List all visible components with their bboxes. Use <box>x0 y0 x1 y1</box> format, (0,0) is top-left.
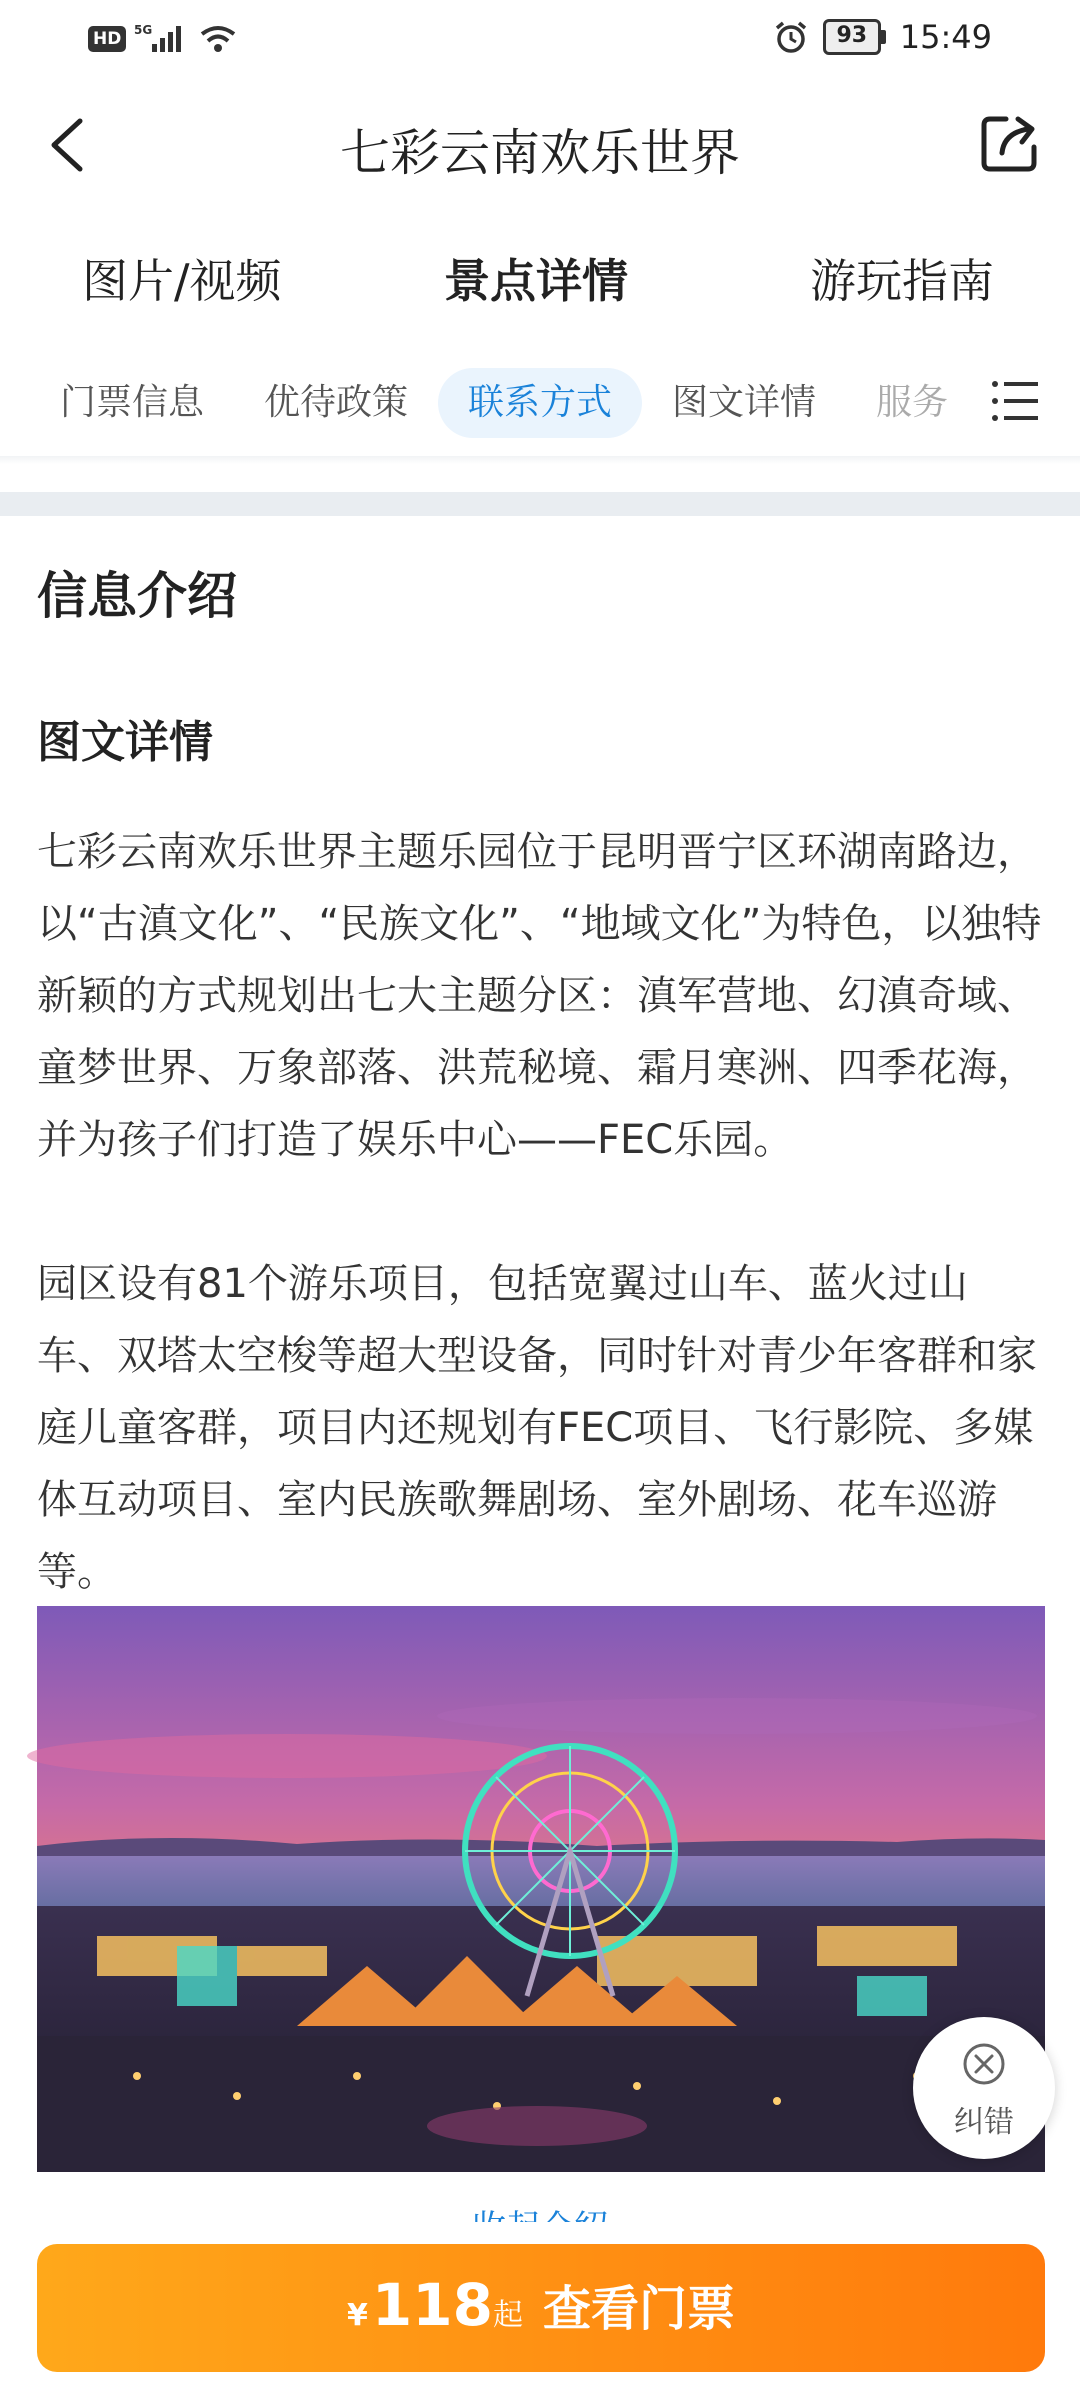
view-tickets-label: 查看门票 <box>542 2281 735 2337</box>
tab-attraction-details[interactable] <box>444 245 628 311</box>
collapse-intro-link[interactable] <box>0 2200 1080 2222</box>
page-title: 七彩云南欢乐世界 <box>340 124 740 182</box>
tab-photos-videos[interactable] <box>82 245 282 311</box>
subsection-title: 图文详情 <box>37 717 213 768</box>
nav-bar <box>0 85 1080 205</box>
subtab-photo-details[interactable]: 图文详情 <box>672 382 817 423</box>
status-right <box>773 18 992 56</box>
network-type: 5G <box>134 23 153 37</box>
cellular-signal-icon <box>134 22 190 56</box>
subtab-discount-policy[interactable]: 优待政策 <box>264 382 409 423</box>
park-night-image <box>37 1606 1045 2172</box>
tab-play-guide[interactable] <box>810 245 994 311</box>
clock: 15:49 <box>899 18 992 56</box>
currency-symbol: ¥ <box>347 2298 368 2333</box>
tab-label: 图片/视频 <box>82 254 282 308</box>
price-suffix: 起 <box>492 2298 523 2333</box>
status-bar <box>0 0 1080 80</box>
bottom-bar <box>0 2222 1080 2400</box>
subtab-contact[interactable]: 联系方式 <box>438 368 642 438</box>
view-tickets-button[interactable] <box>37 2244 1045 2372</box>
close-circle-icon <box>961 2041 1007 2087</box>
report-error-label: 纠错 <box>954 2105 1014 2140</box>
section-title: 信息介绍 <box>37 567 237 625</box>
subtab-services[interactable]: 服务 <box>876 382 949 423</box>
status-left <box>88 22 238 56</box>
report-error-button[interactable] <box>913 2017 1055 2159</box>
battery-indicator <box>823 19 886 55</box>
intro-paragraph-1: 七彩云南欢乐世界主题乐园位于昆明晋宁区环湖南路边，以“古滇文化”、“民族文化”、“地域文化”为特色，以独特新颖的方式规划出七大主题分区：滇军营地、幻滇奇域、童梦世界、万象部落、洪荒秘境、霜月寒洲、四季花海，并为孩子们打造了娱乐中心——FEC乐园。 <box>37 829 1042 1163</box>
sub-tabs <box>0 362 1080 442</box>
battery-cap <box>881 30 886 44</box>
share-button[interactable] <box>976 109 1044 177</box>
battery-level: 93 <box>823 19 881 55</box>
tab-label: 游玩指南 <box>810 254 994 308</box>
intro-paragraph-2: 园区设有81个游乐项目，包括宽翼过山车、蓝火过山车、双塔太空梭等超大型设备，同时针对青少年客群和家庭儿童客群，项目内还规划有FEC项目、飞行影院、多媒体互动项目、室内民族歌舞剧场、室外剧场、花车巡游等。 <box>37 1261 1037 1595</box>
section-divider <box>0 492 1080 516</box>
tabs-shadow <box>0 456 1080 464</box>
alarm-icon <box>773 19 809 55</box>
list-menu-icon[interactable] <box>990 376 1040 426</box>
wifi-icon <box>198 22 238 56</box>
park-photo[interactable] <box>37 1606 1045 2172</box>
subtab-ticket-info[interactable]: 门票信息 <box>60 382 205 423</box>
tab-label: 景点详情 <box>444 254 628 308</box>
hd-badge: HD <box>88 26 126 52</box>
ticket-price: 118 <box>371 2271 493 2339</box>
share-icon <box>976 109 1044 177</box>
main-tabs <box>0 235 1080 325</box>
